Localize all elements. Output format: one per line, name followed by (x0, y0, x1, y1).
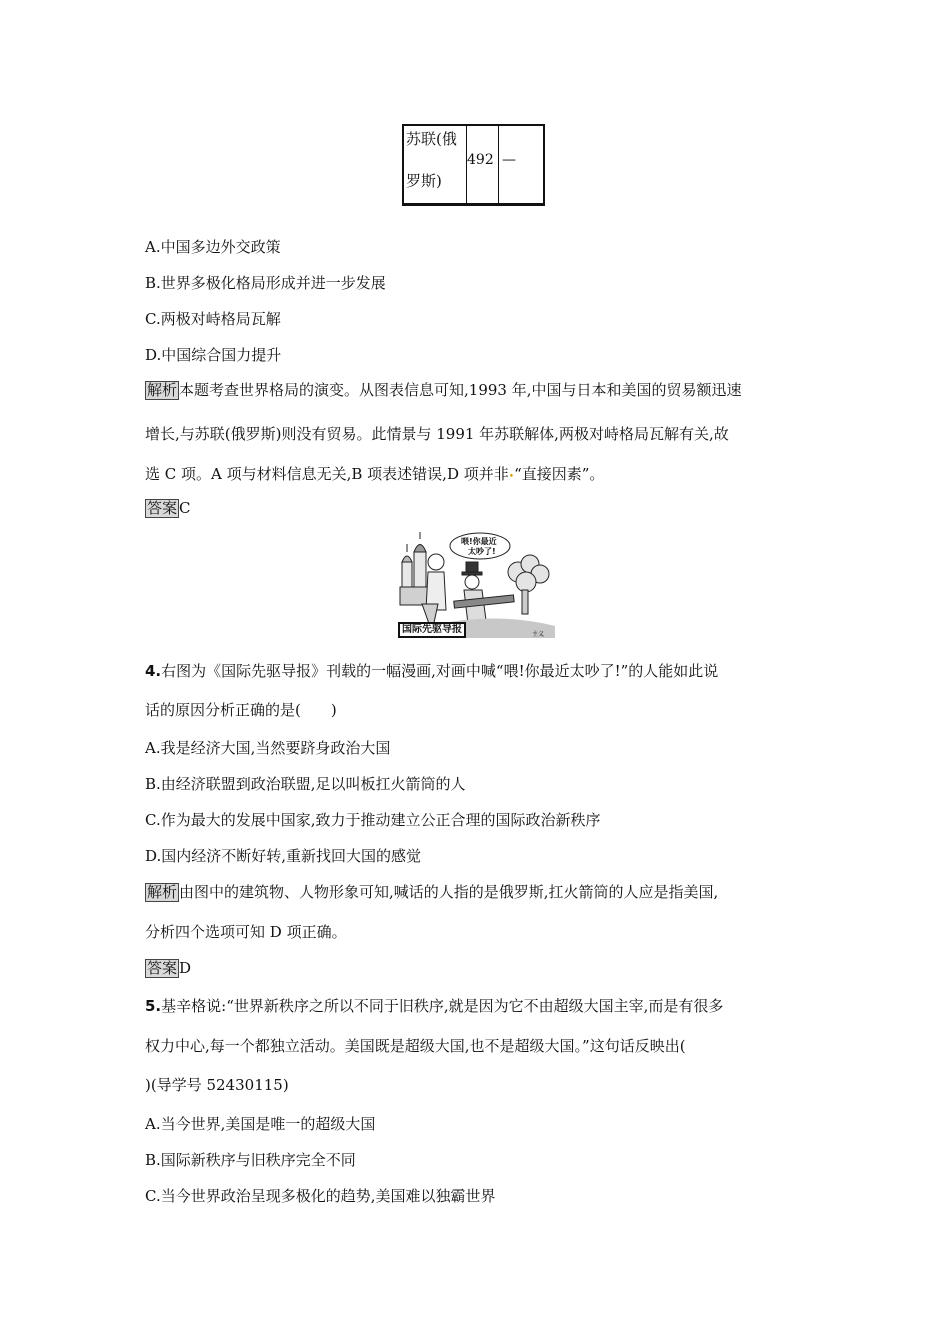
q5-number: 5. (145, 997, 162, 1015)
q3-answer-value: C (179, 499, 191, 517)
table-dash: — (502, 152, 516, 168)
dot-mark: • (508, 472, 515, 482)
table-value: 492 (467, 152, 494, 168)
q4-option-d: D.国内经济不断好转,重新找回大国的感觉 (145, 847, 422, 865)
country-line2: 罗斯) (406, 172, 442, 190)
q3-option-c: C.两极对峙格局瓦解 (145, 310, 281, 328)
q5-option-c: C.当今世界政治呈现多极化的趋势,美国难以独霸世界 (145, 1187, 496, 1205)
svg-text:喂!你最近: 喂!你最近 (461, 537, 497, 546)
q4-option-c: C.作为最大的发展中国家,致力于推动建立公正合理的国际政治新秩序 (145, 811, 601, 829)
analysis-tag: 解析 (147, 883, 178, 901)
q5-line1 (145, 995, 723, 1016)
q3-analysis-line2: 增长,与苏联(俄罗斯)则没有贸易。此情景与 1991 年苏联解体,两极对峙格局瓦解有关,故 (145, 425, 729, 443)
explosion-cloud (508, 555, 549, 614)
svg-text:太吵了!: 太吵了! (468, 547, 496, 556)
analysis-tag: 解析 (147, 381, 178, 399)
political-cartoon (398, 532, 555, 638)
q3-analysis-line3 (145, 463, 604, 484)
q4-line1 (145, 660, 718, 681)
q4-option-b: B.由经济联盟到政治联盟,足以叫板扛火箭筒的人 (145, 775, 466, 793)
q3-option-a: A.中国多边外交政策 (145, 238, 281, 256)
q3-analysis-text3: 选 C 项。A 项与材料信息无关,B 项表述错误,D 项并非 (145, 465, 509, 483)
q3-analysis-text3-end: “直接因素”。 (514, 465, 605, 483)
q3-analysis-line1 (145, 379, 742, 400)
q4-number: 4. (145, 662, 162, 680)
q5-line2: 权力中心,每一个都独立活动。美国既是超级大国,也不是超级大国。”这句话反映出( (145, 1037, 686, 1055)
cartoon-caption: 国际先驱导报 (398, 622, 466, 638)
q5-line3: )(导学号 52430115) (145, 1076, 289, 1094)
q4-answer (145, 959, 191, 978)
q4-analysis-text1: 由图中的建筑物、人物形象可知,喊话的人指的是俄罗斯,扛火箭筒的人应是指美国, (179, 883, 719, 901)
table-cell-country (404, 126, 467, 203)
q4-line2: 话的原因分析正确的是( ) (145, 701, 337, 719)
kremlin-buildings (400, 532, 430, 605)
answer-tag: 答案 (147, 499, 178, 517)
answer-tag: 答案 (147, 959, 178, 977)
q4-analysis-line2: 分析四个选项可知 D 项正确。 (145, 923, 347, 941)
speech-balloon (450, 533, 510, 559)
q3-option-b: B.世界多极化格局形成并进一步发展 (145, 274, 386, 292)
table-cell-value (466, 126, 499, 203)
q5-option-a: A.当今世界,美国是唯一的超级大国 (145, 1115, 376, 1133)
q3-option-d: D.中国综合国力提升 (145, 346, 282, 364)
q4-option-a: A.我是经济大国,当然要跻身政治大国 (145, 739, 391, 757)
q3-answer (145, 499, 191, 518)
q3-analysis-text1: 本题考查世界格局的演变。从图表信息可知,1993 年,中国与日本和美国的贸易额迅速 (179, 381, 742, 399)
q4-text1: 右图为《国际先驱导报》刊载的一幅漫画,对画中喊“喂!你最近太吵了!”的人能如此说 (161, 662, 719, 680)
trade-table-fragment (402, 124, 545, 206)
q5-option-b: B.国际新秩序与旧秩序完全不同 (145, 1151, 356, 1169)
country-line1: 苏联(俄 (406, 130, 457, 148)
corner-label: 主义 (532, 631, 545, 638)
q5-text1: 基辛格说:“世界新秩序之所以不同于旧秩序,就是因为它不由超级大国主宰,而是有很多 (161, 997, 724, 1015)
q4-analysis-line1 (145, 881, 718, 902)
q4-answer-value: D (179, 959, 192, 977)
